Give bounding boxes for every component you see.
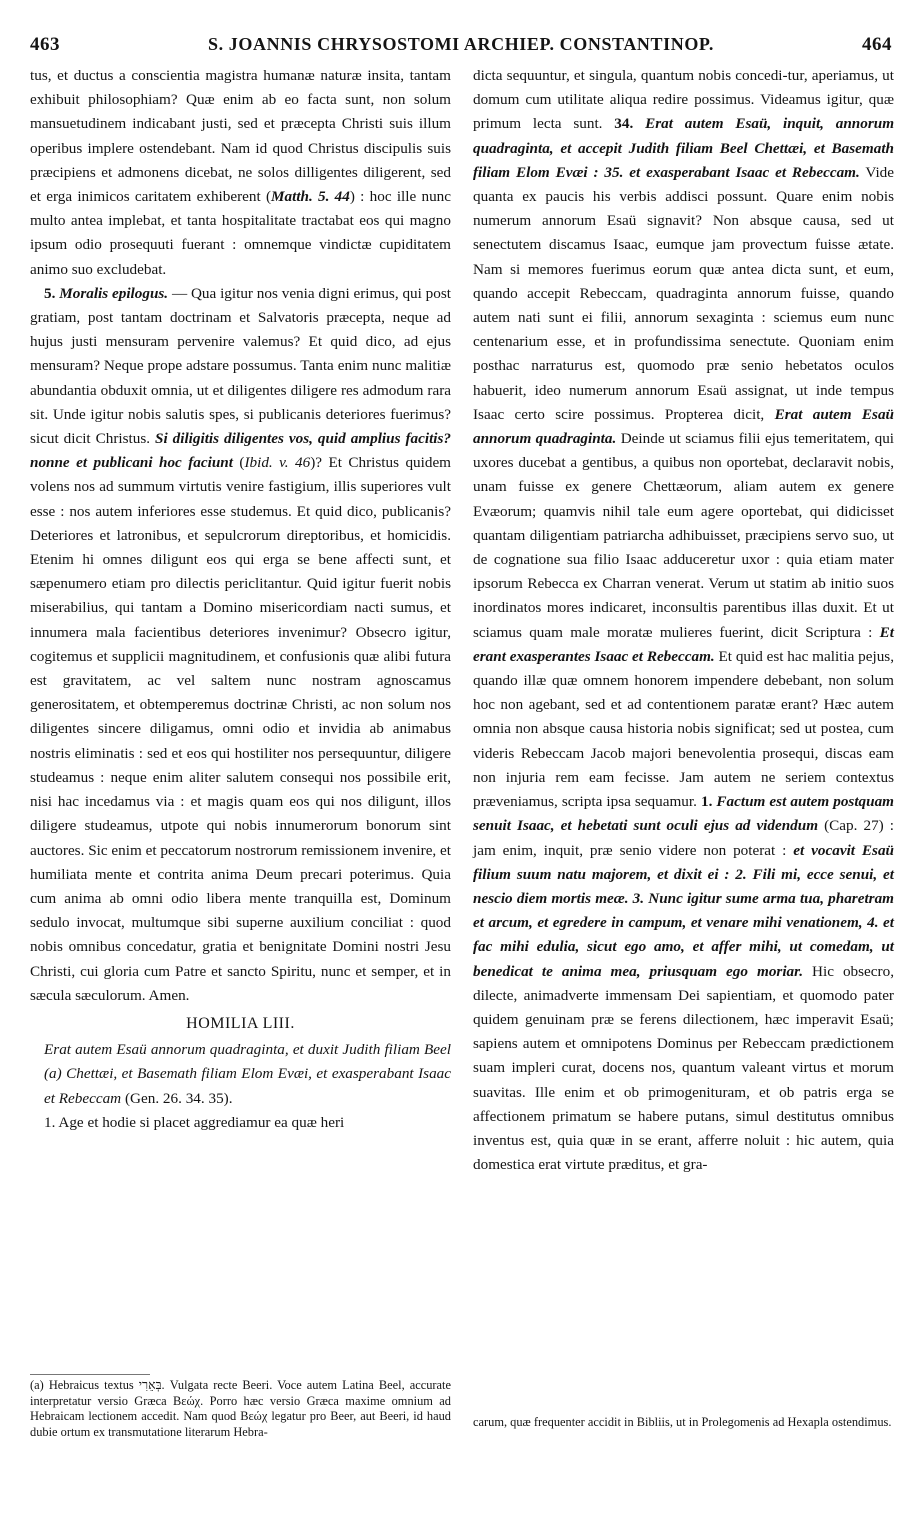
section-heading: Moralis epilogus. xyxy=(59,284,169,302)
paragraph xyxy=(473,64,894,1177)
footnote-right xyxy=(473,1415,894,1431)
footnote-rule xyxy=(30,1374,150,1375)
text-run: Deinde ut sciamus filii ejus temeritatem, qui uxores ducebat a gentibus, a quibus non oportebat, declaravit nobis, unam fuisse ex genere Chettæorum, aliam autem ex genere Evæorum; quamvis nihil tale eum agere oportebat, qui didicisset quantam diligentiam patriarcha adhibuisset, præcipiens servo suo, ut de cognatione sua filio Isaac adduceretur uxor : quia etiam mater ipsorum Rebecca ex Charran venerat. Verum ut statim ab initio suos inordinatos mores indicaret, inconsultis parentibus illas duxit. Et ut sciamus quam male moratæ mulieres fuerint, dicit Scriptura : xyxy=(473,430,895,641)
scripture-quote: Erat autem Esaü, inquit, annorum quadraginta, et accepit Judith filiam Beel Chettæi, et Basemath filiam Elom Evæi : 35. et exasperabant Isaac et Rebeccam. xyxy=(473,115,895,181)
text-run: Hic obsecro, dilecte, animadverte immensam Dei sapientiam, et quomodo pater quidem genuinam præ se ferens dilectionem, hæc imperavit Esaü; sapiens autem et omnipotens Dominus per Rebeccam prædictionem suam impleri curat, docens nos, quantum valeant virtus et morum suavitas. Ille enim et ob primogenituram, et ob patris erga se affectionem primatum se habere putans, simul destitutus omnibus inventus est, quia quæ in se erant, afferre noluit : hic autem, quia domestica erat virtute præditus, et gra- xyxy=(473,962,894,1174)
lemma-reference: (Gen. 26. 34. 35). xyxy=(121,1089,233,1107)
text-run: )? Et Christus quidem volens nos ad summum virtutis venire fastigium, illis superiores vult esse : nos autem inferiores esse studemus. Et quid dico, publicanis? Deteriores et latronibus, et sepulcrorum direptoribus, et homicidis. Etenim hi omnes diligunt eos qui erga se bene affecti sunt, et sæpenumero etiam pro dilectis periclitantur. Quid igitur fuerit nobis miserabilius, qui tantam a Domino misericordiam nacti sumus, et innumera mala facientibus deteriores invenimur? Obsecro igitur, cogitemus et supplicii magnitudinem, et confusionis quæ alibi futura est gravitatem, ac vel saltem nunc nostram agnoscamus generositatem, et obtemperemus doctrinæ Christi, ac non solum nos diligentes sincere diligamus, omni odio et invidia ab animabus nostris eliminatis : sed et eos qui hostiliter nos persequuntur, diligere studeamus : neque enim aliter salutem consequi nos possibile erit, nisi hac incedamus via : et magis quam eos qui nos diligunt, illos diligere studeamus, utpote qui nobis innumerorum bonorum sint auctores. Sic enim et peccatorum nostrorum remissionem invenire, et humiliata mente et contrita anima Deum precari poterimus. Quia cum anima ab omni odio libera mente tranquilla est, Dominum sedulo invocat, multumque sibi superne auxilium conciliat : quod nobis omnibus concedatur, gratia et benignitate Domini nostri Jesu Christi, cui gloria cum Patre et sancto Spiritu, nunc et semper, et in sæcula sæculorum. Amen. xyxy=(30,454,451,1004)
scripture-quote: et vocavit Esaü filium suum natu majorem, et dixit ei : 2. Fili mi, ecce senui, et nescio diem mortis meæ. 3. Nunc igitur sume arma tua, pharetram et arcum, et egredere in campum, et venare mihi venationem, 4. et fac mihi edulia, sicut ego amo, et affer mihi, ut comedam, ut benedicat te anima mea, priusquam ego moriar. xyxy=(473,841,894,980)
paragraph xyxy=(30,282,451,1008)
text-run: ( xyxy=(232,454,245,472)
right-column xyxy=(473,64,894,1177)
scripture-quote: Si diligitis diligentes vos, quid amplius facitis? nonne et publicani hoc faciunt xyxy=(30,430,452,472)
text-run: Et quid est hac malitia pejus, quando illæ quæ omnem honorem impendere debebant, non solum hoc non agebant, sed et ad contentionem paratæ erant? Hæc autem omnia non absque causa historia nobis significat; sed ut postea, cum videris Rebeccam Jacob majori benevolentia prosequi, discas eam non injuria rem eam fecisse. Jam autem ne seriem contextus præveniamus, scripta ipsa sequamur. xyxy=(473,647,895,811)
scripture-reference: Ibid. v. 46 xyxy=(244,454,311,472)
paragraph xyxy=(30,64,451,282)
text-run: dicta sequuntur, et singula, quantum nobis concedi-tur, aperiamus, ut domum cum utilitate aliqua redire possimus. Videamus igitur, quæ primum lecta sunt. xyxy=(473,67,894,133)
lemma-text: Erat autem Esaü annorum quadraginta, et duxit Judith filiam Beel (a) Chettæi, et Basemath filiam Elom Evæi, et exasperabant Isaac et Rebeccam xyxy=(44,1041,451,1107)
text-run: — Qua igitur nos venia digni erimus, qui post gratiam, post tantam doctrinam et Salvatoris præcepta, neque ad hujus justi mensuram pervenire valemus? Et quid dico, ad ejus mensuram? Neque prope adstare possumus. Tanta enim nunc malitiæ abundantia obduxit omnia, ut et diligentes diligere res admodum rara sit. Unde igitur nobis salutis spes, si publicanis deteriores fuerimus? sicut dicit Christus. xyxy=(30,284,451,448)
footnote-text: carum, quæ frequenter accidit in Bibliis, ut in Prolegomenis ad Hexapla ostendimus. xyxy=(473,1415,892,1429)
footnote-left xyxy=(30,1371,451,1440)
verse-number: 1. xyxy=(700,793,713,811)
homily-title: HOMILIA LIII. xyxy=(186,1014,295,1032)
verse-number: 34. xyxy=(614,115,634,133)
page-number-right: 464 xyxy=(862,34,892,55)
scripture-quote: Factum est autem postquam senuit Isaac, et hebetati sunt oculi ejus ad videndum xyxy=(473,793,894,835)
text-run: tus, et ductus a conscientia magistra humanæ naturæ insita, tantam exhibuit philosophiam? Quæ enim ab eo facta sunt, non solum mansuetudinem indicabant justi, sed et præcepta Christi suis illum operibus implere ostendebant. Nam id quod Christus discipulis suis præcipiens et admonens dicebat, ne solos dilligentes diligerent, sed et erga inimicos caritatem exhiberent ( xyxy=(30,67,451,206)
paragraph: 1. Age et hodie si placet aggrediamur ea quæ heri xyxy=(44,1113,345,1131)
text-run: jam enim, inquit, præ senio videre non poterat : xyxy=(473,841,787,859)
text-run: Vide quanta ex paucis his verbis addisci possunt. Quare enim nobis numerum annorum Esaü signavit? Non absque causa, sed ut senectutem discamus Isaac, eumque jam provectum fuisse ætate. Nam si memores fuerimus eorum quæ antea dicta sunt, et eum, quando accepit Rebeccam, quadraginta annorum fuisse, quando autem nati sunt ei filii, annorum sexaginta : sciemus eum nunc centenarium esse, et in profundissima senectute. Quoniam enim posthac narraturus est, quomodo præ senio hebetatos oculos habuerit, ideo numerum annorum Esaü assignat, ut inde tempus Isaac certo scire possimus. Propterea dicit, xyxy=(473,163,894,423)
scripture-quote: Erat autem Esaü annorum quadraginta. xyxy=(473,405,895,448)
footnote-text: (a) Hebraicus textus בְּאֵרִי. Vulgata recte Beeri. Voce autem Latina Beel, accurate interpretatur versio Græca Βεώχ. Porro hæc versio Græca maxime omnium ad Hebraicam lectionem accedit. Nam quod Βεώχ legatur pro Beer, aut Beeri, id haud dubie ortum ex transmutatione literarum Hebra- xyxy=(30,1378,451,1439)
running-header xyxy=(30,34,892,64)
homily-lemma xyxy=(30,1038,451,1111)
scripture-reference: Matth. 5. 44 xyxy=(271,188,350,206)
text-run: ) : hoc ille nunc multo antea implebat, et tanta hospitalitate tractabat eos qui magno ipsum odio prosequuti fuerant : omnemque vindictæ cupiditatem animo suo excludebat. xyxy=(30,188,451,278)
section-number: 5. xyxy=(44,284,56,302)
page-number-left: 463 xyxy=(30,34,60,55)
running-title: S. JOANNIS CHRYSOSTOMI ARCHIEP. CONSTANTINOP. xyxy=(208,34,714,54)
scripture-quote: Et erant exasperantes Isaac et Rebeccam. xyxy=(473,623,895,665)
scripture-reference: (Cap. 27) : xyxy=(818,817,894,835)
left-column xyxy=(30,64,451,1135)
